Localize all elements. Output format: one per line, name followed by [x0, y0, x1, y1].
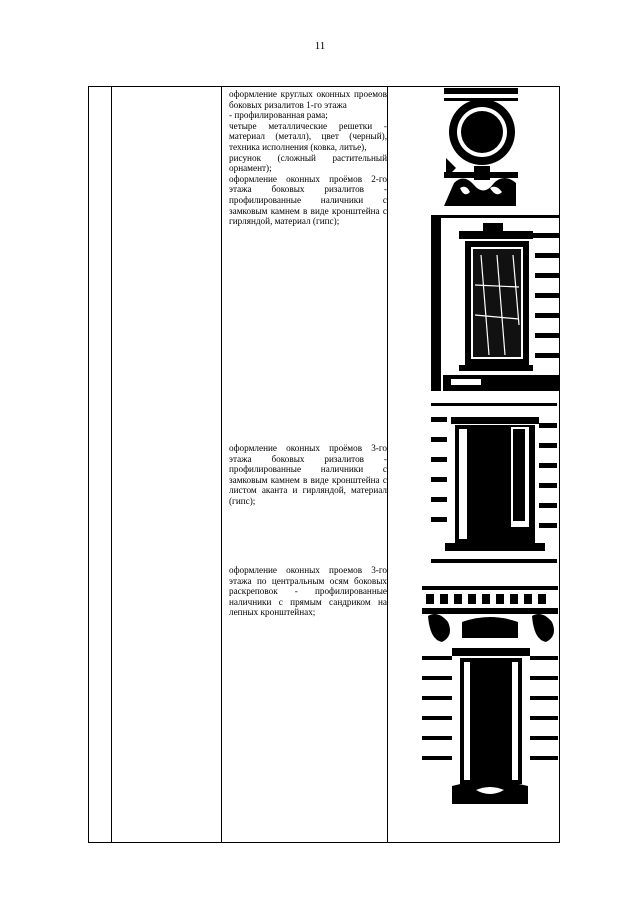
window-3rd-floor-photo — [431, 403, 557, 569]
page-number: 11 — [314, 40, 326, 52]
window-2nd-floor-photo — [431, 215, 559, 391]
round-window-photo — [444, 88, 518, 206]
description-block-3 — [229, 565, 387, 618]
text-line: оформление оконных проёмов 2-го этажа боковых ризалитов - профилированные наличники с замковым камнем в виде кронштейна с гирляндой, материал (гипс); — [229, 173, 387, 227]
text-line: оформление круглых оконных проемов боковых ризалитов 1-го этажа — [229, 89, 387, 110]
text-line: оформление оконных проёмов 3-го этажа боковых ризалитов - профилированные наличники с замковым камнем в виде кронштейна с листом аканта и гирляндой, материал (гипс); — [229, 443, 387, 506]
text-line: - профилированная рама; — [229, 110, 328, 121]
window-3rd-floor-central-photo — [422, 586, 558, 804]
text-line: четыре металлические решетки - материал (металл), цвет (черный), техника исполнения (ковка, литье), — [229, 120, 387, 152]
table — [88, 86, 560, 843]
column-divider — [387, 87, 388, 842]
description-block-1 — [229, 89, 387, 227]
column-divider — [221, 87, 222, 842]
description-block-2 — [229, 443, 387, 507]
column-divider — [111, 87, 112, 842]
text-line: рисунок (сложный растительный орнамент); — [229, 152, 387, 174]
text-line: оформление оконных проемов 3-го этажа по центральным осям боковых раскреповок - профилированные наличники с прямым сандриком на лепных кронштейнах; — [229, 565, 387, 618]
